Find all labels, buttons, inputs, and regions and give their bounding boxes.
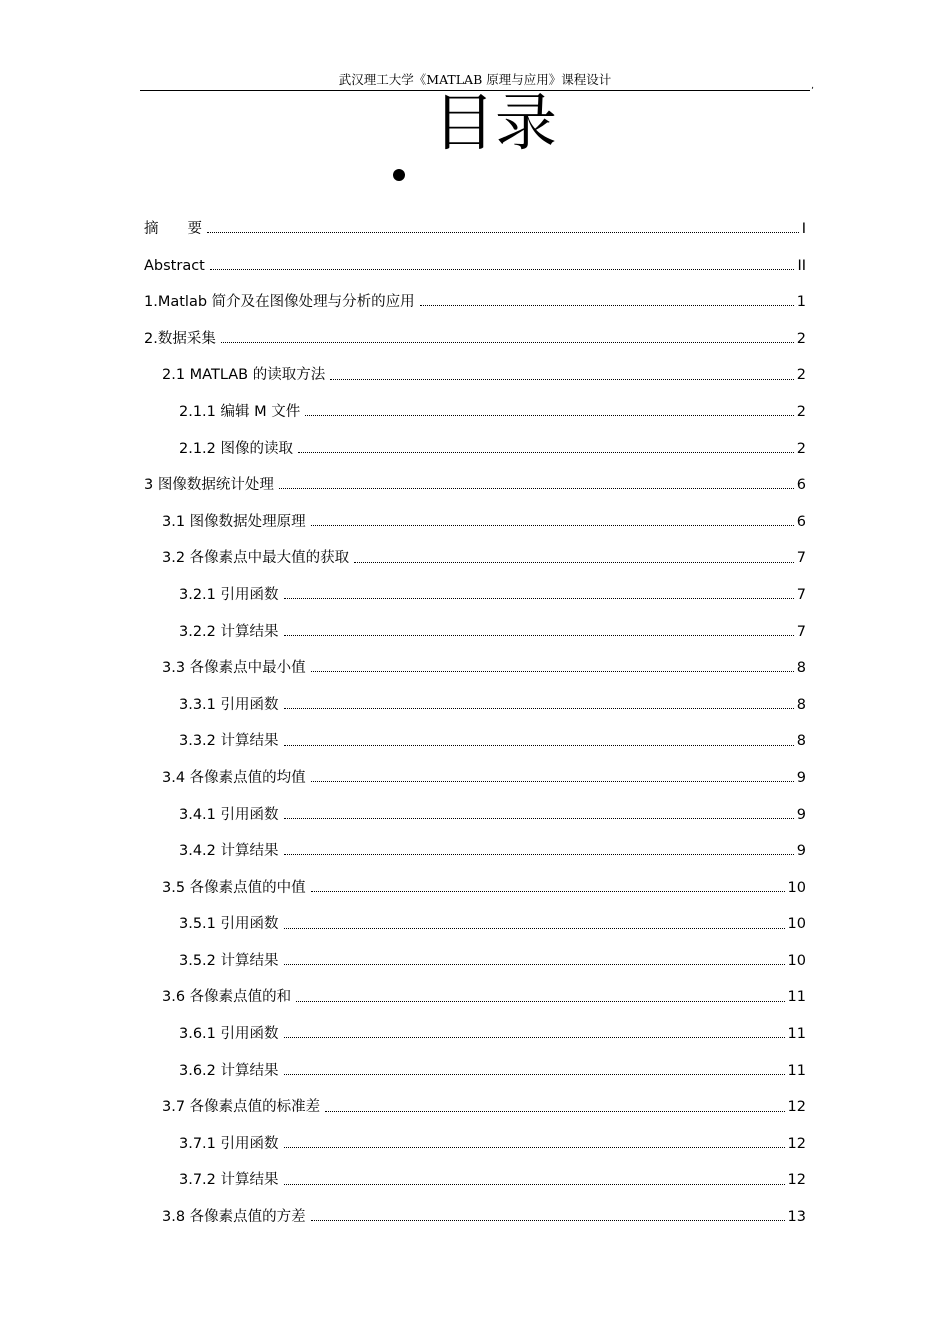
toc-entry-label: 3.5.1 引用函数: [179, 916, 279, 933]
toc-entry[interactable]: [144, 906, 806, 943]
toc-dot-leader: [284, 634, 794, 636]
toc-entry[interactable]: [144, 979, 806, 1016]
toc-entry[interactable]: [144, 1053, 806, 1090]
toc-dot-leader: [311, 890, 785, 892]
toc-entry-page: I: [801, 221, 806, 237]
toc-entry-page: 11: [787, 1026, 806, 1043]
toc-entry-label: 1.Matlab 简介及在图像处理与分析的应用: [144, 294, 415, 311]
toc-entry-page: 13: [787, 1209, 806, 1226]
toc-entry-label: 2.1.2 图像的读取: [179, 440, 294, 457]
toc-entry[interactable]: [144, 211, 806, 248]
toc-entry-page: 12: [787, 1172, 806, 1189]
toc-entry-label: Abstract: [144, 257, 205, 274]
toc-entry[interactable]: [144, 797, 806, 834]
toc-entry-page: 8: [796, 660, 806, 677]
toc-dot-leader: [284, 744, 794, 746]
toc-entry-page: 9: [796, 806, 806, 823]
toc-dot-leader: [284, 1146, 785, 1148]
toc-entry[interactable]: [144, 431, 806, 468]
toc-dot-leader: [298, 451, 794, 453]
toc-entry-page: 10: [787, 952, 806, 969]
toc-entry-page: 6: [796, 477, 806, 494]
toc-entry[interactable]: [144, 687, 806, 724]
toc-entry[interactable]: [144, 723, 806, 760]
toc-entry-page: 2: [796, 440, 806, 457]
toc-entry-label: 3.6.1 引用函数: [179, 1026, 279, 1043]
toc-entry-label: 3.2.2 计算结果: [179, 623, 279, 640]
toc-dot-leader: [311, 670, 794, 672]
toc-entry[interactable]: [144, 1126, 806, 1163]
toc-entry[interactable]: [144, 1016, 806, 1053]
toc-entry-label: 3.4.2 计算结果: [179, 843, 279, 860]
header-text: 武汉理工大学《MATLAB 原理与应用》课程设计: [338, 72, 612, 87]
toc-entry-label: 3.4.1 引用函数: [179, 806, 279, 823]
toc-entry[interactable]: [144, 650, 806, 687]
toc-entry[interactable]: [144, 577, 806, 614]
toc-entry-label: 3.1 图像数据处理原理: [162, 513, 306, 530]
toc-dot-leader: [284, 1183, 785, 1185]
toc-dot-leader: [210, 268, 795, 270]
toc-entry-page: 11: [787, 1062, 806, 1079]
toc-dot-leader: [207, 231, 799, 233]
toc-entry-page: 10: [787, 916, 806, 933]
toc-entry[interactable]: [144, 1199, 806, 1236]
toc-entry-label: 摘 要: [144, 221, 202, 237]
toc-entry-page: 11: [787, 989, 806, 1006]
toc-entry[interactable]: [144, 504, 806, 541]
toc-entry-page: 6: [796, 513, 806, 530]
toc-entry[interactable]: [144, 760, 806, 797]
toc-entry[interactable]: [144, 614, 806, 651]
header-trailing-mark: ,: [811, 81, 814, 91]
toc-entry-label: 3 图像数据统计处理: [144, 477, 274, 494]
toc-dot-leader: [325, 1110, 784, 1112]
toc-entry-page: 9: [796, 843, 806, 860]
toc-entry-label: 2.1 MATLAB 的读取方法: [162, 367, 326, 384]
toc-entry[interactable]: [144, 284, 806, 321]
toc-entry-label: 3.7.1 引用函数: [179, 1135, 279, 1152]
toc-entry[interactable]: [144, 321, 806, 358]
toc-list: [144, 211, 806, 1236]
toc-entry-page: 1: [796, 294, 806, 311]
toc-entry[interactable]: [144, 1162, 806, 1199]
toc-entry-page: 2: [796, 403, 806, 420]
toc-entry-page: 9: [796, 769, 806, 786]
toc-dot-leader: [284, 1073, 785, 1075]
toc-entry-label: 3.3.2 计算结果: [179, 733, 279, 750]
toc-entry-label: 3.8 各像素点值的方差: [162, 1209, 306, 1226]
toc-entry-page: 12: [787, 1099, 806, 1116]
toc-entry-label: 3.2 各像素点中最大值的获取: [162, 550, 350, 567]
toc-dot-leader: [284, 853, 794, 855]
toc-entry-page: 7: [796, 586, 806, 603]
toc-dot-leader: [284, 1036, 785, 1038]
toc-entry-page: II: [797, 257, 806, 274]
toc-dot-leader: [296, 1000, 784, 1002]
toc-dot-leader: [284, 927, 785, 929]
toc-entry-label: 3.4 各像素点值的均值: [162, 769, 306, 786]
toc-entry[interactable]: [144, 248, 806, 285]
toc-entry-page: 8: [796, 696, 806, 713]
toc-entry-label: 3.7.2 计算结果: [179, 1172, 279, 1189]
toc-entry-page: 10: [787, 879, 806, 896]
toc-entry-label: 3.3.1 引用函数: [179, 696, 279, 713]
bullet-icon: [393, 169, 405, 181]
toc-entry-label: 3.5 各像素点值的中值: [162, 879, 306, 896]
toc-entry-page: 7: [796, 623, 806, 640]
toc-entry[interactable]: [144, 1089, 806, 1126]
toc-dot-leader: [279, 487, 794, 489]
toc-entry[interactable]: [144, 870, 806, 907]
toc-dot-leader: [284, 817, 794, 819]
toc-entry-page: 12: [787, 1135, 806, 1152]
toc-entry-label: 3.6.2 计算结果: [179, 1062, 279, 1079]
toc-entry[interactable]: [144, 357, 806, 394]
toc-dot-leader: [221, 341, 794, 343]
toc-entry-page: 2: [796, 330, 806, 347]
toc-entry[interactable]: [144, 943, 806, 980]
toc-dot-leader: [284, 597, 794, 599]
toc-entry-label: 3.5.2 计算结果: [179, 952, 279, 969]
toc-entry[interactable]: [144, 394, 806, 431]
toc-title: 目录: [432, 86, 557, 159]
toc-dot-leader: [284, 963, 785, 965]
toc-entry[interactable]: [144, 467, 806, 504]
toc-dot-leader: [311, 524, 794, 526]
toc-entry-label: 3.2.1 引用函数: [179, 586, 279, 603]
toc-entry-page: 7: [796, 550, 806, 567]
toc-dot-leader: [311, 780, 794, 782]
toc-dot-leader: [354, 561, 794, 563]
toc-entry-label: 3.3 各像素点中最小值: [162, 660, 306, 677]
toc-entry[interactable]: [144, 540, 806, 577]
toc-dot-leader: [330, 378, 794, 380]
toc-entry-label: 2.1.1 编辑 M 文件: [179, 403, 301, 420]
toc-entry-page: 2: [796, 367, 806, 384]
toc-entry[interactable]: [144, 833, 806, 870]
toc-entry-label: 3.7 各像素点值的标准差: [162, 1099, 321, 1116]
toc-entry-label: 3.6 各像素点值的和: [162, 989, 292, 1006]
toc-dot-leader: [311, 1219, 785, 1221]
toc-entry-page: 8: [796, 733, 806, 750]
toc-dot-leader: [284, 707, 794, 709]
toc-dot-leader: [305, 414, 794, 416]
toc-dot-leader: [420, 304, 794, 306]
toc-entry-label: 2.数据采集: [144, 330, 216, 347]
